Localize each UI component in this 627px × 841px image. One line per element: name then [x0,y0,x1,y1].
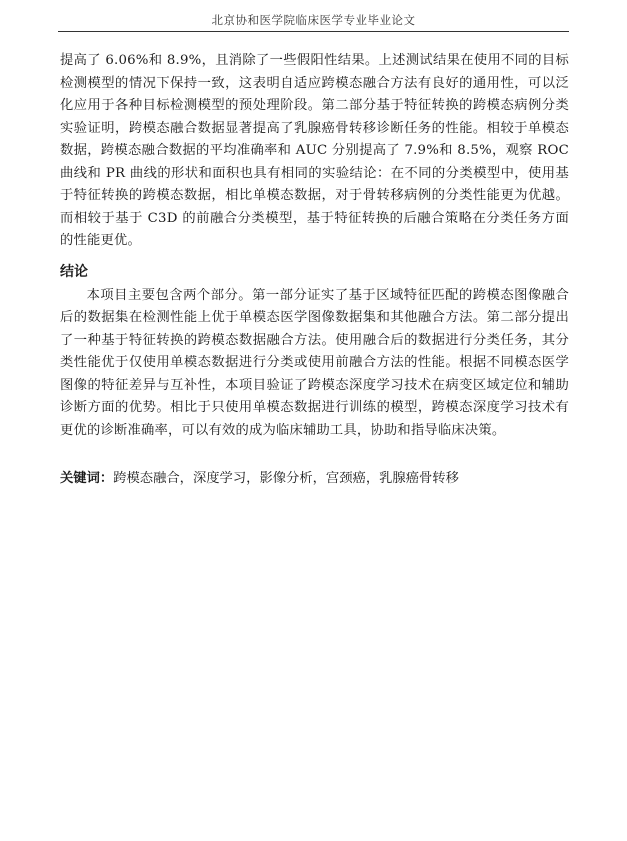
conclusion-heading: 结论 [60,263,88,280]
document-body [60,50,569,490]
conclusion-paragraph: 本项目主要包含两个部分。第一部分证实了基于区域特征匹配的跨模态图像融合后的数据集在检测性能上优于单模态医学图像数据集和其他融合方法。第二部分提出了一种基于特征转换的跨模态数据融合方法。使用融合后的数据进行分类任务，其分类性能优于仅使用单模态数据进行分类或使用前融合方法的性能。根据不同模态医学图像的特征差异与互补性，本项目验证了跨模态深度学习技术在病变区域定位和辅助诊断方面的优势。相比于只使用单模态数据进行训练的模型，跨模态深度学习技术有更优的诊断准确率，可以有效的成为临床辅助工具，协助和指导临床决策。 [60,287,569,438]
keywords-label: 关键词： [60,471,114,486]
keywords-line [60,468,569,490]
keywords-text: 跨模态融合，深度学习，影像分析，宫颈癌，乳腺癌骨转移 [113,471,459,486]
header-title: 北京协和医学院临床医学专业毕业论文 [211,13,416,27]
body-paragraph: 提高了 6.06%和 8.9%，且消除了一些假阳性结果。上述测试结果在使用不同的目标检测模型的情况下保持一致，这表明自适应跨模态融合方法有良好的通用性，可以泛化应用于各种目标检测模型的预处理阶段。第二部分基于特征转换的跨模态病例分类实验证明，跨模态融合数据显著提高了乳腺癌骨转移诊断任务的性能。相较于单模态数据，跨模态融合数据的平均准确率和 AUC 分别提高了 7.9%和 8.5%，观察 ROC 曲线和 PR 曲线的形状和面积也具有相同的实验结论：在不同的分类模型中，使用基于特征转换的跨模态数据，相比单模态数据，对于骨转移病例的分类性能更为优越。而相较于基于 C3D 的前融合分类模型，基于特征转换的后融合策略在分类任务方面的性能更优。 [60,53,569,248]
page-header [58,9,569,32]
